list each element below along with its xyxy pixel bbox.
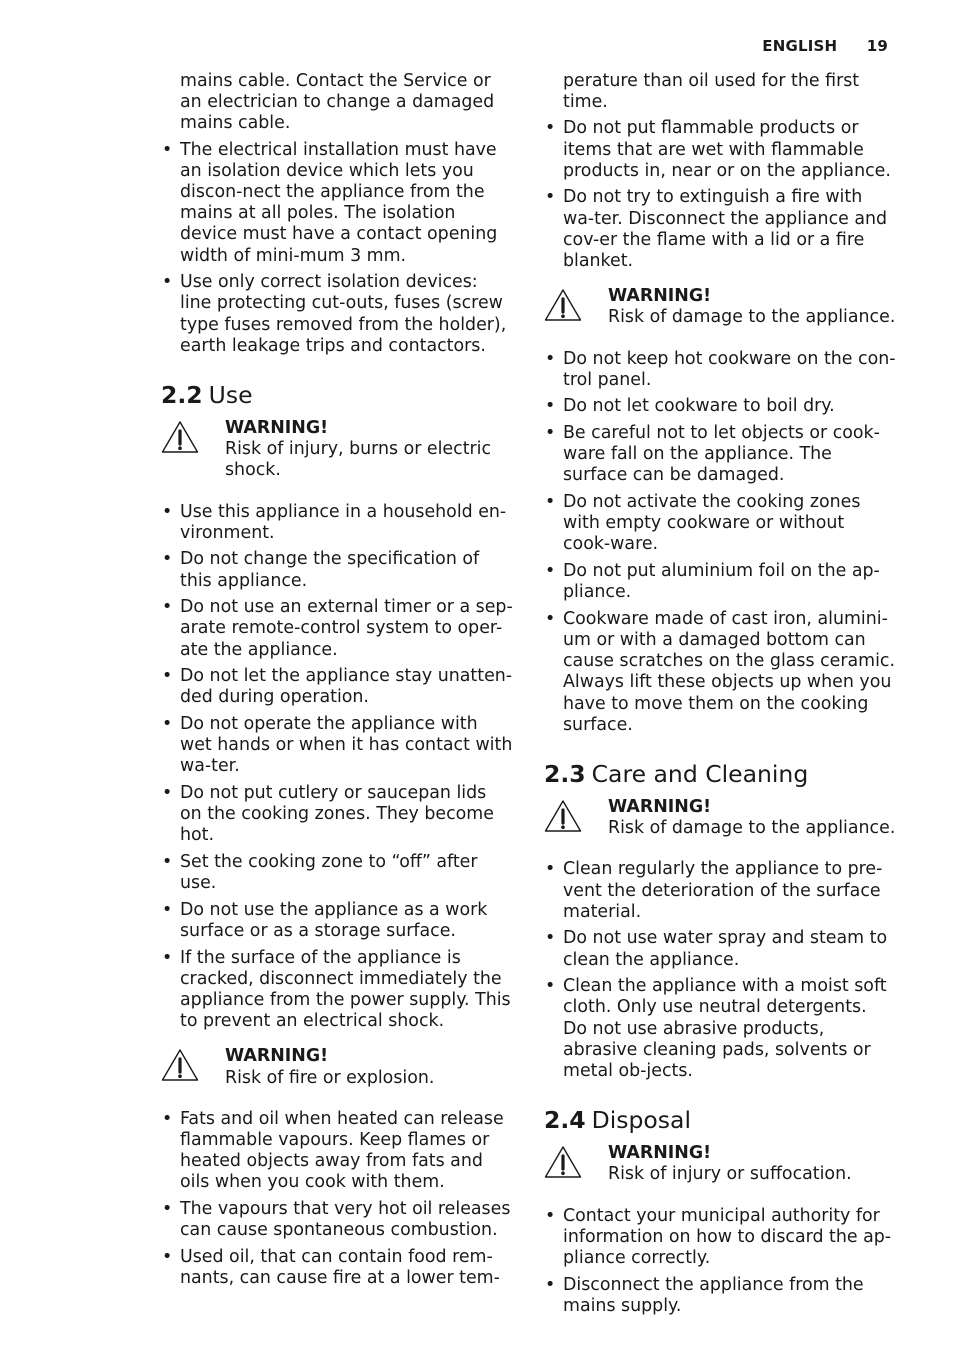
warning-box xyxy=(161,418,513,482)
list-item: • Do not use an external timer or a sep-arate remote-control system to oper-ate the appliance. xyxy=(161,597,513,661)
list-item: • Cookware made of cast iron, alumini-um or with a damaged bottom can cause scratches on the glass ceramic. Always lift these objects up when you have to move them on the cooking surface. xyxy=(544,609,896,736)
list-item: • Clean regularly the appliance to pre-vent the deterioration of the surface material. xyxy=(544,859,896,923)
right-column xyxy=(544,71,896,1322)
warning-triangle-icon xyxy=(161,418,225,482)
section-heading-disposal xyxy=(544,1106,896,1134)
warning-title: WARNING! xyxy=(225,1046,329,1067)
list-item: • Do not put cutlery or saucepan lids on the cooking zones. They become hot. xyxy=(161,783,513,847)
section-title: Care and Cleaning xyxy=(591,760,809,789)
list-item: • If the surface of the appliance is cracked, disconnect immediately the appliance from the power supply. This to prevent an electrical shock. xyxy=(161,948,513,1033)
page-number: 19 xyxy=(866,37,888,55)
bullet-list xyxy=(544,859,896,1082)
bullet-list xyxy=(544,118,896,272)
bullet-list xyxy=(161,1109,513,1289)
list-item: • Do not operate the appliance with wet hands or when it has contact with wa-ter. xyxy=(161,714,513,778)
warning-title: WARNING! xyxy=(608,797,712,818)
list-item: • Do not let cookware to boil dry. xyxy=(544,396,896,417)
list-item: • Be careful not to let objects or cook-ware fall on the appliance. The surface can be damaged. xyxy=(544,423,896,487)
list-item: • Do not use water spray and steam to clean the appliance. xyxy=(544,928,896,970)
continuation-text: perature than oil used for the first time. xyxy=(563,71,860,113)
list-item: • Fats and oil when heated can release flammable vapours. Keep flames or heated objects away from fats and oils when you cook with them. xyxy=(161,1109,513,1194)
warning-title: WARNING! xyxy=(608,1143,712,1164)
warning-triangle-icon xyxy=(544,286,608,328)
section-heading-use xyxy=(161,381,513,409)
section-heading-care xyxy=(544,760,896,788)
warning-box xyxy=(544,797,896,839)
warning-box xyxy=(161,1046,513,1088)
list-item: • Do not activate the cooking zones with empty cookware or without cook-ware. xyxy=(544,492,896,556)
list-item: • Disconnect the appliance from the mains supply. xyxy=(544,1275,896,1317)
list-item: • The vapours that very hot oil releases can cause spontaneous combustion. xyxy=(161,1199,513,1241)
list-item: • Set the cooking zone to “off” after use. xyxy=(161,852,513,894)
section-title: Disposal xyxy=(591,1106,691,1135)
warning-box xyxy=(544,1143,896,1185)
warning-text: Risk of damage to the appliance. xyxy=(608,307,896,328)
list-item: • Do not let the appliance stay unatten-ded during operation. xyxy=(161,666,513,708)
bullet-list xyxy=(544,1206,896,1317)
list-item: • Do not use the appliance as a work surface or as a storage surface. xyxy=(161,900,513,942)
warning-triangle-icon xyxy=(544,1143,608,1185)
list-item: • Do not try to extinguish a fire with wa-ter. Disconnect the appliance and cov-er the flame with a lid or a fire blanket. xyxy=(544,187,896,272)
warning-triangle-icon xyxy=(544,797,608,839)
list-item: • Do not put flammable products or items that are wet with flammable products in, near or on the appliance. xyxy=(544,118,896,182)
warning-text: Risk of fire or explosion. xyxy=(225,1067,435,1088)
warning-triangle-icon xyxy=(161,1046,225,1088)
list-item: • Contact your municipal authority for information on how to discard the ap-pliance correctly. xyxy=(544,1206,896,1270)
warning-title: WARNING! xyxy=(608,286,712,307)
warning-text: Risk of damage to the appliance. xyxy=(608,818,896,839)
warning-box xyxy=(544,286,896,328)
warning-title: WARNING! xyxy=(225,418,329,439)
section-title: Use xyxy=(208,381,253,410)
list-item: • The electrical installation must have an isolation device which lets you discon-nect the appliance from the mains at all poles. The isolation device must have a contact opening width of mini-mum 3 mm. xyxy=(161,140,513,267)
warning-text: Risk of injury or suffocation. xyxy=(608,1164,852,1185)
list-item: • Clean the appliance with a moist soft cloth. Only use neutral detergents. Do not use abrasive products, abrasive cleaning pads, solvents or metal ob-jects. xyxy=(544,976,896,1082)
bullet-list xyxy=(161,502,513,1033)
bullet-list xyxy=(544,349,896,736)
left-column xyxy=(161,71,513,1295)
list-item: • Use this appliance in a household en-vironment. xyxy=(161,502,513,544)
warning-text: Risk of injury, burns or electric shock. xyxy=(225,439,492,481)
section-number: 2.3 xyxy=(544,760,586,789)
section-number: 2.4 xyxy=(544,1106,586,1135)
continuation-text: mains cable. Contact the Service or an electrician to change a damaged mains cable. xyxy=(180,71,495,134)
language-label: ENGLISH xyxy=(762,37,838,55)
list-item: • Do not keep hot cookware on the con-trol panel. xyxy=(544,349,896,391)
list-item: • Use only correct isolation devices: line protecting cut-outs, fuses (screw type fuses removed from the holder), earth leakage trips and contactors. xyxy=(161,272,513,357)
list-item: • Do not put aluminium foil on the ap-pliance. xyxy=(544,561,896,603)
bullet-list xyxy=(161,140,513,357)
list-item: • Do not change the specification of this appliance. xyxy=(161,549,513,591)
section-number: 2.2 xyxy=(161,381,203,410)
list-item: • Used oil, that can contain food rem-nants, can cause fire at a lower tem- xyxy=(161,1247,513,1289)
page-header xyxy=(762,37,888,55)
